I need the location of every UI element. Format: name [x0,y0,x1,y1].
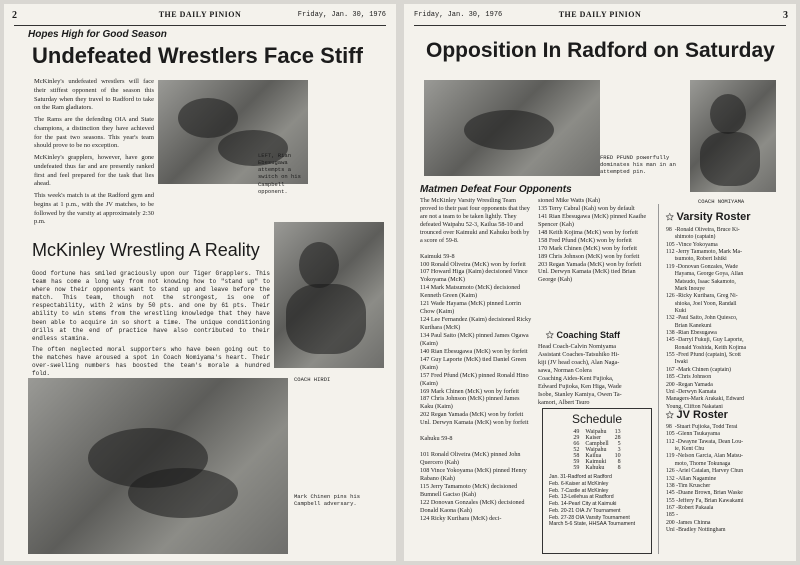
page-number: 2 [12,10,17,21]
masthead [404,10,796,24]
coaching-staff-list [538,343,652,407]
varsity-roster-line: 138 -Rian Ebesugawa [666,330,717,337]
result-line: 108 Vince Yokoyama (McK) pinned Henry Rabano (Kah) [420,466,527,482]
result-line: 107 Howard Higa (Kaim) decisioned Vince Yokoyama (McK) [420,268,528,284]
schedule-score: 52 [573,447,580,453]
result-line: 187 Chris Johnson (McK) pinned James Kaku (Kaim) [420,395,520,411]
schedule-event: Feb. 6-Kaiser at McKinley [549,480,609,487]
varsity-roster-line: 155 -Fred Pfund (captain), Scott [666,352,741,359]
masthead-rule [414,25,786,26]
result-line: 202 Regan Yamada (McK) won by forfeit [420,411,524,419]
result-line: Unl. Derwyn Kamata (McK) won by forfeit [420,419,529,427]
varsity-roster-line: 145 -Darryl Fukuji, Guy Laporte, [666,337,744,344]
schedule-event: Jan. 31-Radford at Radford [549,474,612,480]
schedule-score: 10 [614,453,621,459]
result-line: 203 Regan Yamada (McK) won by forfeit [538,260,642,268]
story-paragraph: McKinley's grapplers, however, have gone undefeated thus far and are presently ranked first and feel prepared for the task that lies ahead. [34,154,154,188]
coaching-staff-heading: ✩ Coaching Staff [546,330,621,340]
schedule-row [570,465,623,471]
story-paragraph: The often neglected moral supporters who have been going out to the matches have aroused a spot in Coach Nomiyama's heart. Their over-swelling numbers has boosted the team's morale a hundred fold. [32,345,270,378]
schedule-event: Feb. 7-Castle at McKinley [549,487,609,494]
jv-roster-line: 185 - [666,512,679,519]
photo3-caption: Mark Chinen pins his Campbell adversary. [294,493,361,508]
varsity-roster-line: Managers-Mark Arakaki, Edward [666,396,745,403]
result-line: Kahuku 59-8 [420,435,453,443]
varsity-roster-line: Young, Clifton Nakatani [666,403,723,410]
varsity-roster-line: 185 -Chris Johnson [666,374,712,381]
varsity-roster-line: 167 -Mark Chinen (captain) [666,366,731,373]
varsity-roster-line: Hayama, George Goya, Allan [666,271,744,278]
result-line: 115 Jerry Tamamoto (McK) decisioned Bumnell Gaciso (Kah) [420,482,518,498]
result-line: Kaimuki 59-8 [420,252,455,260]
result-line: 189 Chris Johnson (McK) won by forfeit [538,252,640,260]
jv-roster-line: 145 -Duane Brown, Brian Waske [666,490,743,497]
varsity-roster-line: 200 -Regan Yamada [666,381,713,388]
varsity-roster-list [666,227,790,411]
varsity-roster-line: shioka, Joel Yoon, Randall [666,300,737,307]
varsity-roster-line: Mark Inouye [666,285,705,292]
result-line: 140 Rian Ebesugawa (McK) won by forfeit [420,347,528,355]
schedule-title: Schedule [571,412,623,426]
schedule-score: 59 [573,459,580,465]
result-line: sioned Mike Watts (Kah) [538,197,601,204]
result-line: 101 Ronald Oliveira (McK) pinned John Quercero (Kah) [420,451,521,466]
result-line: 169 Mark Chinen (McK) won by forfeit [420,387,519,395]
result-line: 170 Mark Chinen (McK) won by forfeit [538,244,637,252]
schedule-score: 13 [614,429,621,435]
varsity-roster-line: Matsudo, Isaac Sakamoto, [666,278,736,285]
coaching-staff-line: kiji (JV head coach), Alan Naga- [538,358,620,366]
story-wrestlers [34,78,154,230]
varsity-roster-line: 132 -Paul Saito, John Quiesco, [666,315,738,322]
story-paragraph: Good fortune has smiled graciously upon our Tiger Grapplers. This team has come a long way from not knowing how to "stand up" to where now their opponents want to stand up and leave before the match. This team, though not the strongest, is one of respectability, with 2 wins by 50 pts. and one by 61 pts. Their ability to win stems from the wrestling knowledge that they have been able to acquire in so short a time. The unique conditioning drills at the end of practice have also contributed to their endless stamina. [32,270,270,342]
jv-roster-line: 112 -Dwayne Tawata, Dean Lou- [666,438,744,445]
varsity-roster-line: 105 -Vince Yokoyama [666,241,718,248]
paper-name: THE DAILY PINION [158,10,242,19]
schedule-score: 58 [573,453,580,459]
varsity-roster-line: shimoto (captain) [666,234,716,241]
result-line: The McKinley Varsity Wrestling Team proved to their past four opponents that they are not a team to be taken lightly. They defeated Waipahu 52-3, Kailua 58-10 and trounced over Kaimuki and Kahuku both by a score of 59-8. [420,197,530,244]
wrestling-photo-pfund [424,80,600,176]
jv-roster-line: 132 -Allan Nagamine [666,475,717,482]
result-line: 121 Wade Hayama (McK) pinned Lorrin Chow (Kaim) [420,300,521,316]
schedule-table [570,429,623,471]
result-line: 124 Ricky Kurihara (McK) deci- [420,514,502,522]
coach-photo [274,222,384,368]
schedule-opponent: Waipahu [585,447,607,453]
story-paragraph: The Rams are the defending OIA and State champions, a distinction they have achieved for the past two seasons. This year's team should prove to be no exception. [34,116,154,150]
photo1-caption: LEFT, Rian Ebesugawa attempts a switch on his Campbell opponent. [258,152,301,195]
schedule-event: Feb. 20-21 OIA JV Tournament [549,507,621,514]
story-paragraph: This week's match is at the Radford gym and begins at 1 p.m., with the JV matches, to be followed by the varsity at approximately 2:30 p.m. [34,192,154,226]
varsity-roster-line: 112 -Jerry Tamamoto, Mark Ma- [666,249,743,256]
result-line: 135 Terry Cabral (Kah) won by default [538,204,635,212]
jv-roster-heading: ✩ JV Roster [666,409,728,421]
schedule-score: 66 [573,441,580,447]
result-line: 147 Guy Laporte (McK) tied Daniel Green (Kaim) [420,355,527,371]
schedule-score: 49 [573,429,580,435]
star-icon: ✩ [546,330,554,340]
jv-roster-line: 200 -James Chinna [666,519,711,526]
results-column-1 [420,197,532,522]
schedule-event: March 5-6 State, HHSAA Tournament [549,521,636,528]
star-icon: ✩ [666,410,674,420]
issue-date: Friday, Jan. 30, 1976 [414,11,503,19]
schedule-score: 5 [617,441,621,447]
jv-roster-line: 119 -Nelson Garcia, Alan Matsu- [666,453,743,460]
schedule-box [542,408,652,554]
result-line: 114 Mark Matsumoto (McK) decisioned Kenneth Green (Kaim) [420,284,521,300]
photo2-caption: COACH NOMIYAMA [698,198,745,205]
coaching-staff-line: Coaching Aides-Kent Fujioka, [538,374,614,382]
result-line: 124 Lee Fernandez (Kaim) decisioned Ricky Kurihara (McK) [420,316,532,331]
coaching-staff-line: Isobe, Stanley Kamiya, Owen Ta- [538,390,622,398]
coaching-staff-line: sawa, Norman Colera [538,366,592,374]
varsity-roster-line: Ronald Yoshida, Keith Kojima [666,344,747,351]
schedule-opponent: Kahuku [585,465,605,471]
issue-date: Friday, Jan. 30, 1976 [297,11,386,19]
coaching-staff-line: Assistant Coaches-Tatsuhiko Hi- [538,350,620,358]
jv-roster-line: 105 -Glenn Tsukayama [666,431,720,438]
schedule-score: 3 [617,447,621,453]
schedule-event: Feb. 13-Leilehua at Radford [549,494,614,501]
schedule-opponent: Kaiser [585,435,601,441]
coach-nomiyama-photo [690,80,776,192]
varsity-roster-line: 119 -Donovan Gonzales, Wade [666,263,738,270]
schedule-opponent: Kailua [585,453,602,459]
schedule-score: 8 [617,459,621,465]
varsity-roster-line: Iwaki [666,359,688,366]
jv-roster-line: 126 -Ariel Catalan, Harvey Chun [666,468,744,475]
varsity-roster-line: Brian Kanekuni [666,322,712,329]
result-line [420,443,532,451]
column-divider [658,204,659,554]
result-line: 148 Keith Kojima (McK) won by forfeit [538,228,639,236]
jv-roster-line: 167 -Robert Pakaala [666,504,714,511]
kicker: Hopes High for Good Season [28,29,167,40]
varsity-roster-line: Kuki [666,307,687,314]
jv-roster-line: 155 -Jeffery Fa, Brian Kawakami [666,497,744,504]
results-column-2 [538,197,650,284]
sub-headline: Matmen Defeat Four Opponents [420,184,572,195]
result-line: 141 Rian Ebesugawa (McK) pinned Kaaihe Spencer (Kah) [538,212,647,228]
jv-roster-line: ie, Kent Chu [666,446,705,453]
star-icon: ✩ [666,212,674,222]
varsity-roster-line: 126 -Ricky Kurihara, Greg Ni- [666,293,738,300]
jv-roster-line: moto, Thorne Tokunaga [666,460,731,467]
masthead [4,10,396,24]
paper-name: THE DAILY PINION [558,10,642,19]
schedule-event: Feb. 27-28 OIA Varsity Tournament [549,514,630,521]
result-line [420,427,532,435]
schedule-score: 59 [573,465,580,471]
story-paragraph: McKinley's undefeated wrestlers will face their stiffest opponent of the season this Saturday when they travel to Radford to take on the Ram gladiators. [34,78,154,112]
jv-roster-list [666,424,790,534]
coaching-staff-line: kamori, Albert Tsuro [538,398,590,406]
result-line: 122 Donovan Gonzales (McK) decisioned Donald Kaona (Kah) [420,498,525,514]
page-number: 3 [783,10,788,21]
newspaper-page-3 [404,4,796,561]
newspaper-page-2 [4,4,396,561]
schedule-opponent: Waipahu [585,429,607,435]
result-line: 158 Fred Pfund (McK) won by forfeit [538,236,632,244]
coaching-staff-line: Head Coach-Calvin Nomiyama [538,343,617,350]
result-line: 134 Paul Saito (McK) pinned James Ogawa (Kaim) [420,331,529,347]
headline: Opposition In Radford on Saturday [426,39,775,62]
result-line: 100 Ronald Oliveira (McK) won by forfeit [420,260,526,268]
varsity-roster-line: Unl -Derwyn Kamata [666,388,717,395]
schedule-opponent: Campbell [585,441,609,447]
photo2-caption: COACH HIRDI [294,376,331,383]
varsity-roster-heading: ✩ Varsity Roster [666,211,751,223]
jv-roster-line: 98 -Stuart Fujioka, Todd Terai [666,424,738,430]
wrestling-photo-2 [28,378,288,554]
result-line: Unl. Derwyn Kamata (McK) tied Brian George (Kah) [538,268,636,284]
coaching-staff-line: Edward Fujioka, Ken Higa, Wade [538,382,622,390]
jv-roster-line: 138 -Tim Kruscher [666,482,711,489]
schedule-score: 29 [573,435,580,441]
schedule-events [549,474,651,528]
schedule-opponent: Kaimuki [585,459,607,465]
result-line [420,245,532,253]
varsity-roster-line: tsumoto, Robert Ishiki [666,256,727,263]
headline-2: McKinley Wrestling A Reality [32,240,260,260]
jv-roster-line: Unl -Bradley Nottingham [666,527,726,534]
schedule-event: Feb. 14-Pearl City at Kaimuki [549,501,617,507]
masthead-rule [14,25,386,26]
schedule-score: 8 [617,465,621,471]
varsity-roster-line: 98 -Ronald Oliveira, Bruce Ki- [666,227,740,233]
photo1-caption: FRED PFUND powerfully dominates his man in an attempted pin. [600,154,676,176]
result-line: 157 Fred Pfund (McK) pinned Ronald Hino (Kaim) [420,371,529,387]
schedule-score: 28 [614,435,621,441]
headline: Undefeated Wrestlers Face Stiff [32,43,363,68]
